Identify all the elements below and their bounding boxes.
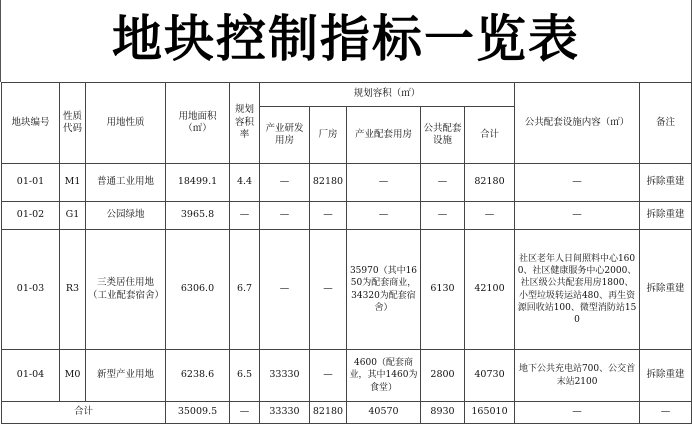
cell-rd: — (260, 230, 310, 350)
cell-code: M0 (60, 350, 86, 402)
cell-rd: 33330 (260, 402, 310, 424)
cell-public: — (421, 164, 465, 202)
cell-area: 35009.5 (166, 402, 230, 424)
cell-factory: — (310, 230, 347, 350)
cell-plot-no: 01-03 (2, 230, 60, 350)
cell-code: G1 (60, 202, 86, 230)
cell-code: M1 (60, 164, 86, 202)
cell-supporting: 40570 (347, 402, 421, 424)
cell-total: 165010 (465, 402, 515, 424)
table-row (2, 230, 692, 350)
cell-supporting: — (347, 164, 421, 202)
cell-plot-no: 01-04 (2, 350, 60, 402)
cell-far: 4.4 (230, 164, 260, 202)
table-row (2, 164, 692, 202)
cell-area: 6238.6 (166, 350, 230, 402)
cell-use: 公园绿地 (86, 202, 166, 230)
header-far: 规划容积率 (230, 83, 260, 164)
cell-public: 2800 (421, 350, 465, 402)
header-land-use: 用地性质 (86, 83, 166, 164)
cell-factory: — (310, 202, 347, 230)
cell-far: 6.5 (230, 350, 260, 402)
header-rd-housing: 产业研发用房 (260, 107, 310, 164)
cell-content: — (515, 402, 640, 424)
header-planned-far: 规划容积（㎡） (260, 83, 515, 107)
header-plot-no: 地块编号 (2, 83, 60, 164)
cell-supporting: 35970（其中1650为配套商业，34320为配套宿舍） (347, 230, 421, 350)
cell-code: R3 (60, 230, 86, 350)
cell-area: 3965.8 (166, 202, 230, 230)
cell-factory: 82180 (310, 402, 347, 424)
cell-content: 地下公共充电站700、公交首末站2100 (515, 350, 640, 402)
cell-use: 普通工业用地 (86, 164, 166, 202)
header-remark: 备注 (640, 83, 692, 164)
cell-plot-no: 01-02 (2, 202, 60, 230)
table-row (2, 202, 692, 230)
cell-supporting: — (347, 202, 421, 230)
page-title: 地块控制指标一览表 (112, 10, 580, 68)
cell-total: 42100 (465, 230, 515, 350)
cell-remark: 拆除重建 (640, 350, 692, 402)
cell-far: — (230, 202, 260, 230)
header-land-area: 用地面积（㎡） (166, 83, 230, 164)
header-total: 合计 (465, 107, 515, 164)
table-row (2, 350, 692, 402)
cell-public: 8930 (421, 402, 465, 424)
cell-factory: 82180 (310, 164, 347, 202)
cell-far: 6.7 (230, 230, 260, 350)
cell-public: — (421, 202, 465, 230)
cell-use: 新型产业用地 (86, 350, 166, 402)
cell-content: 社区老年人日间照料中心1600、社区健康服务中心2000、社区级公共配套用房1800、小型垃圾转运站480、再生资源回收站100、微型消防站150 (515, 230, 640, 350)
cell-total-label: 合计 (2, 402, 166, 424)
cell-public: 6130 (421, 230, 465, 350)
header-public-facilities: 公共配套设施 (421, 107, 465, 164)
cell-area: 6306.0 (166, 230, 230, 350)
cell-total: 40730 (465, 350, 515, 402)
cell-rd: — (260, 164, 310, 202)
cell-content: — (515, 164, 640, 202)
cell-content: — (515, 202, 640, 230)
cell-rd: 33330 (260, 350, 310, 402)
table-header-row (2, 83, 692, 107)
cell-supporting: 4600（配套商业，其中1460为食堂） (347, 350, 421, 402)
cell-rd: — (260, 202, 310, 230)
cell-total: — (465, 202, 515, 230)
table-total-row (2, 402, 692, 424)
header-land-code: 性质代码 (60, 83, 86, 164)
cell-remark: 拆除重建 (640, 202, 692, 230)
cell-far: — (230, 402, 260, 424)
indicator-table (1, 82, 692, 424)
cell-remark: 拆除重建 (640, 230, 692, 350)
cell-plot-no: 01-01 (2, 164, 60, 202)
cell-factory: — (310, 350, 347, 402)
header-supporting: 产业配套用房 (347, 107, 421, 164)
cell-area: 18499.1 (166, 164, 230, 202)
header-factory: 厂房 (310, 107, 347, 164)
header-public-content: 公共配套设施内容（㎡） (515, 83, 640, 164)
cell-remark: — (640, 402, 692, 424)
cell-remark: 拆除重建 (640, 164, 692, 202)
cell-use: 三类居住用地（工业配套宿舍） (86, 230, 166, 350)
cell-total: 82180 (465, 164, 515, 202)
